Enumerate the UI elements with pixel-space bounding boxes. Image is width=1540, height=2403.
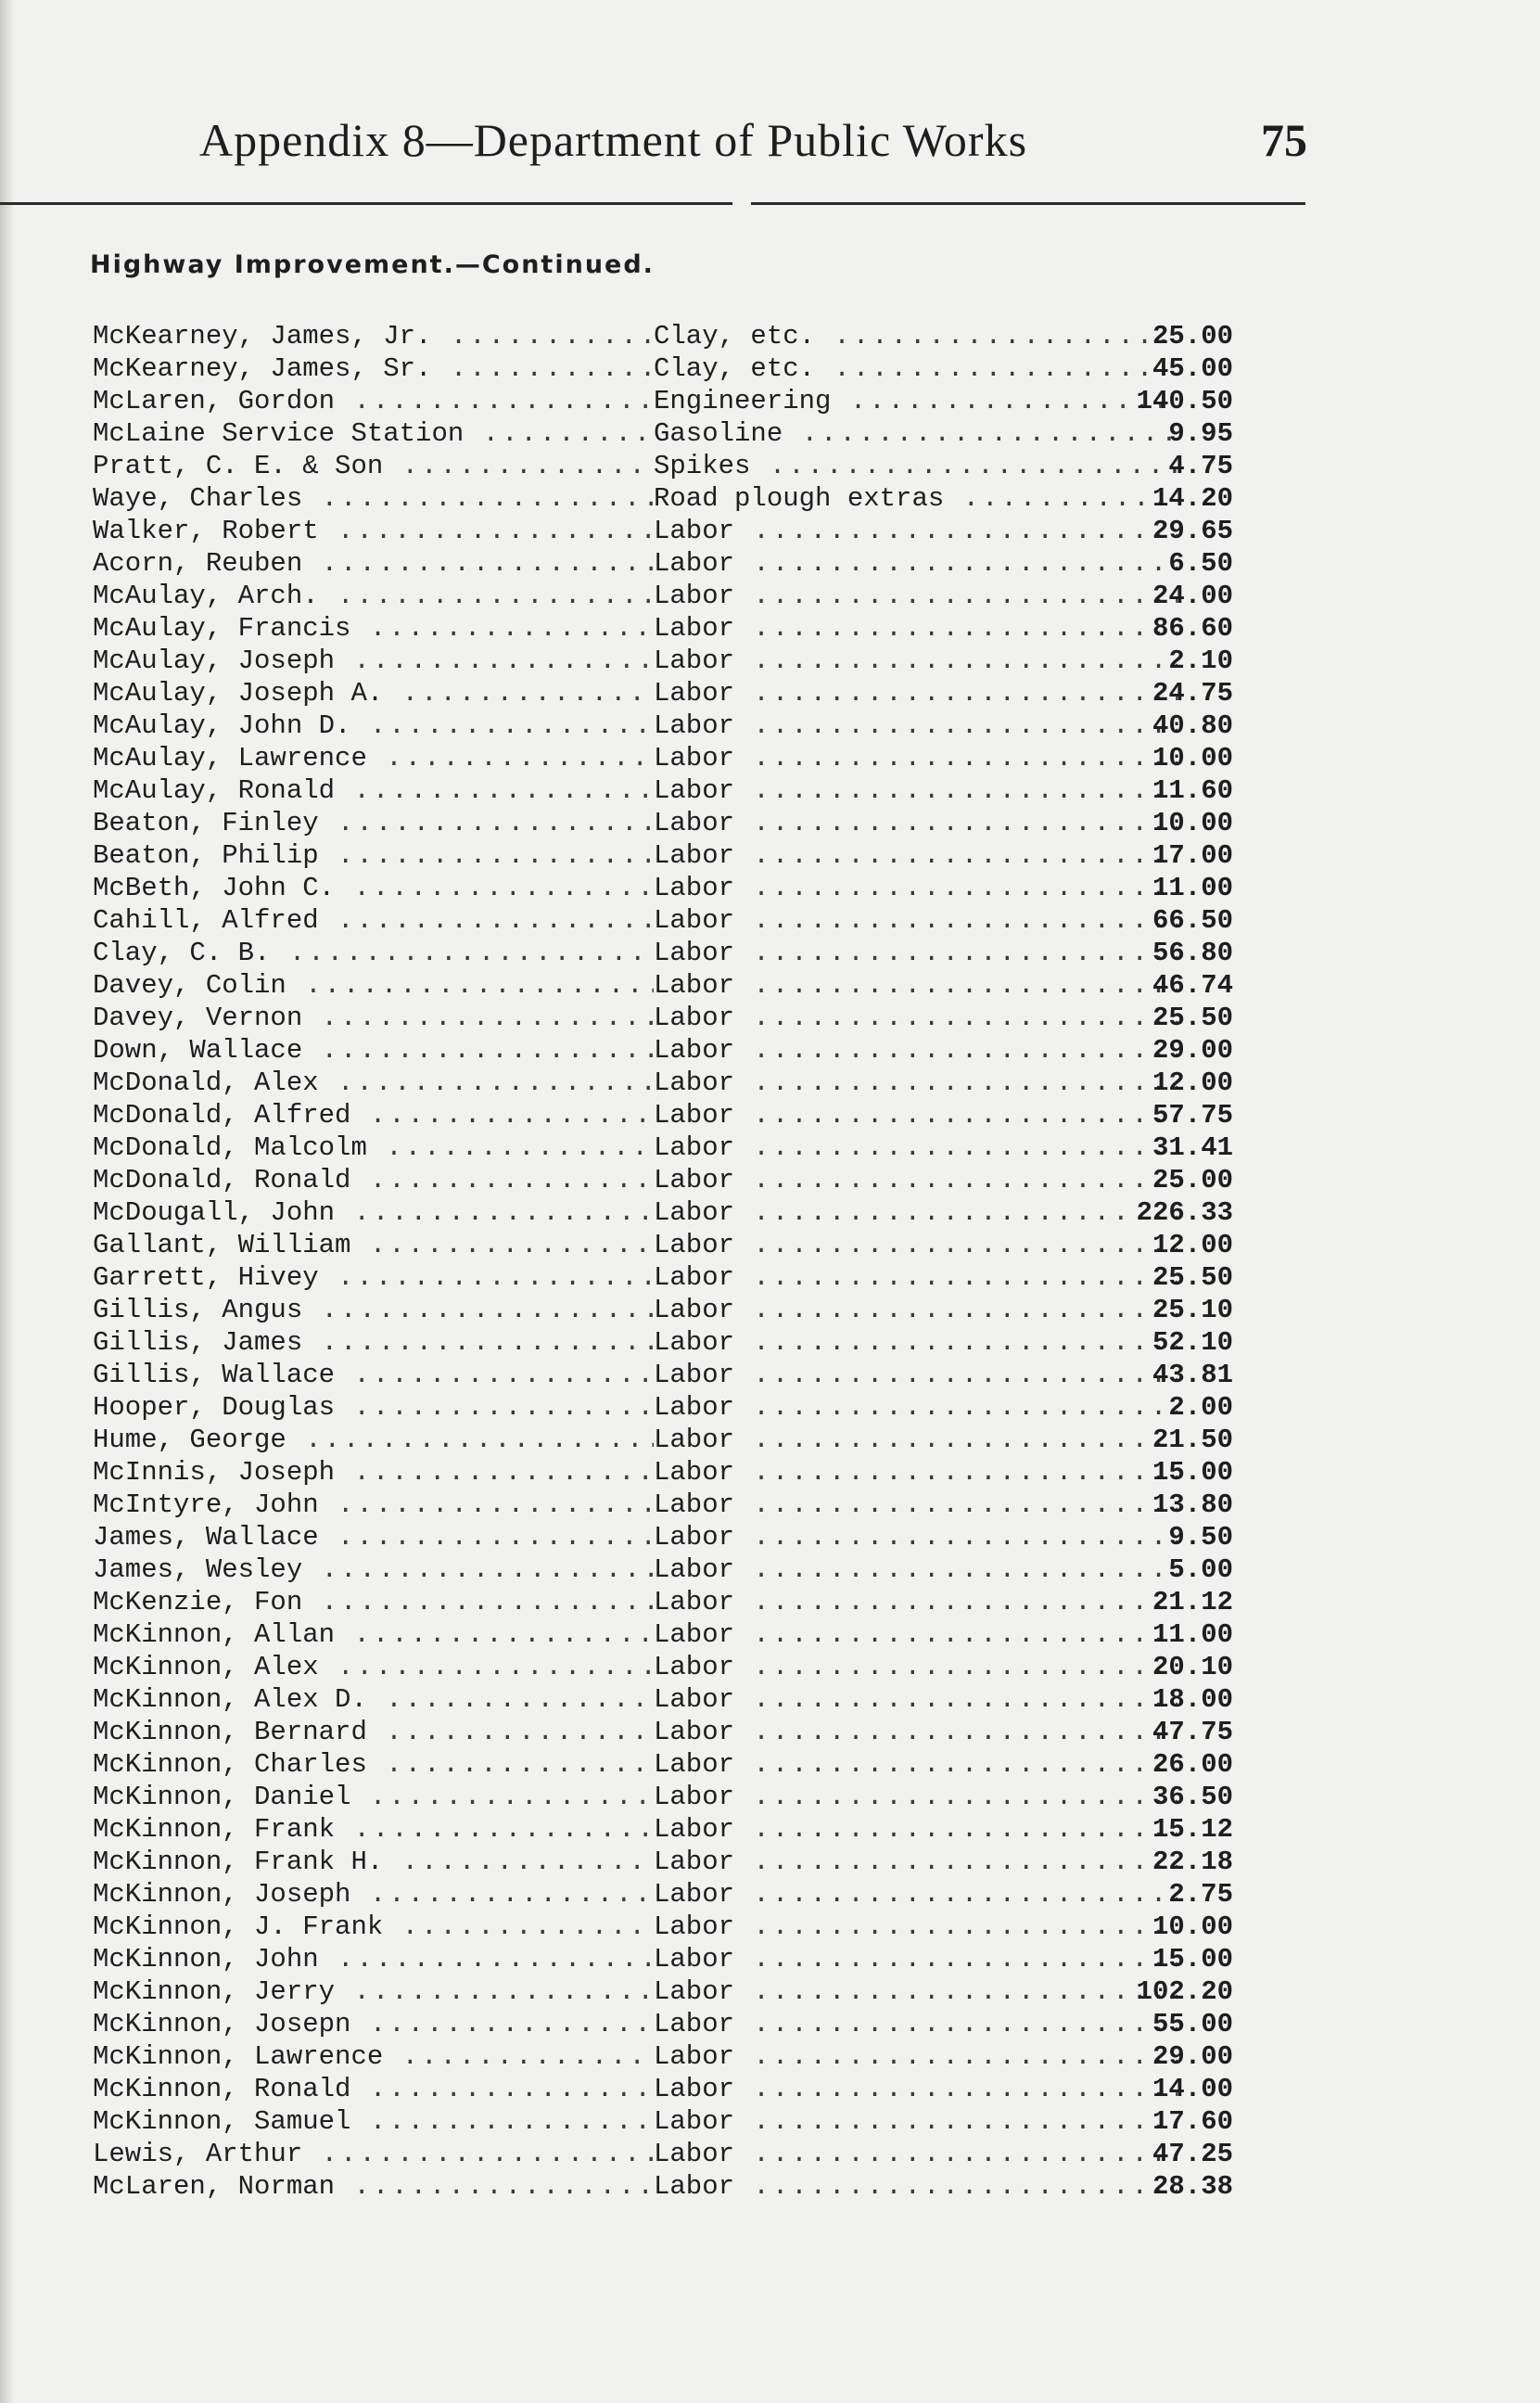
amount: 31.41 <box>1152 1132 1233 1163</box>
page-header <box>199 113 1307 178</box>
ledger-row <box>93 2073 1233 2105</box>
ledger-row <box>93 1813 1233 1846</box>
amount: 4.75 <box>1168 451 1233 481</box>
page-spine-shadow <box>0 0 13 2403</box>
amount: 25.00 <box>1152 321 1233 352</box>
payee-name: Gillis, James ..... <box>93 1326 654 1359</box>
expense-item: Labor ..... <box>654 2105 1177 2138</box>
payee-name: McLaren, Norman ..... <box>93 2170 654 2203</box>
payee-name: McDonald, Ronald ..... <box>93 1164 654 1196</box>
payee-name: McBeth, John C. ..... <box>93 872 654 904</box>
amount: 11.00 <box>1152 1619 1233 1650</box>
amount: 17.60 <box>1152 2106 1233 2137</box>
payee-name: McAulay, Francis ..... <box>93 612 654 645</box>
expense-item: Labor ..... <box>654 2073 1177 2105</box>
amount: 36.50 <box>1152 1782 1233 1812</box>
payee-name: McInnis, Joseph ..... <box>93 1456 654 1489</box>
ledger-row <box>93 1586 1233 1618</box>
payee-name: Davey, Colin ..... <box>93 969 654 1002</box>
amount: 24.75 <box>1152 678 1233 709</box>
ledger-row <box>93 1521 1233 1553</box>
payee-name: McAulay, Lawrence ..... <box>93 742 654 774</box>
amount: 2.75 <box>1168 1879 1233 1910</box>
ledger-row <box>93 2170 1233 2203</box>
ledger-row <box>93 1878 1233 1911</box>
ledger-row <box>93 937 1233 969</box>
expense-item: Labor ..... <box>654 1975 1177 2008</box>
expense-item: Labor ..... <box>654 1002 1177 1034</box>
expense-item: Labor ..... <box>654 1651 1177 1683</box>
payee-name: McKinnon, Daniel ..... <box>93 1781 654 1813</box>
amount: 17.00 <box>1152 840 1233 871</box>
ledger-row <box>93 547 1233 580</box>
expense-item: Labor ..... <box>654 1424 1177 1456</box>
expense-item: Labor ..... <box>654 1553 1177 1586</box>
expense-item: Labor ..... <box>654 1521 1177 1553</box>
ledger-row <box>93 1131 1233 1164</box>
payee-name: McKinnon, Samuel ..... <box>93 2105 654 2138</box>
amount: 47.25 <box>1152 2139 1233 2169</box>
amount: 43.81 <box>1152 1360 1233 1390</box>
ledger-row <box>93 1067 1233 1099</box>
amount: 13.80 <box>1152 1489 1233 1520</box>
expense-item: Labor ..... <box>654 1359 1177 1391</box>
ledger-row <box>93 1326 1233 1359</box>
expense-item: Labor ..... <box>654 1878 1177 1911</box>
payee-name: McKenzie, Fon ..... <box>93 1586 654 1618</box>
payee-name: McDonald, Malcolm ..... <box>93 1131 654 1164</box>
expense-item: Labor ..... <box>654 580 1177 612</box>
ledger-row <box>93 1229 1233 1261</box>
expense-item: Clay, etc. ..... <box>654 352 1177 385</box>
payee-name: Beaton, Philip ..... <box>93 839 654 872</box>
amount: 21.12 <box>1152 1587 1233 1617</box>
payee-name: McKinnon, Alex D. ..... <box>93 1683 654 1716</box>
ledger-row <box>93 1716 1233 1748</box>
expense-item: Labor ..... <box>654 645 1177 677</box>
page-title: Appendix 8—Department of Public Works <box>199 114 1028 166</box>
header-rule <box>0 202 1305 205</box>
amount: 22.18 <box>1152 1847 1233 1877</box>
amount: 5.00 <box>1168 1554 1233 1585</box>
ledger-row <box>93 450 1233 482</box>
payee-name: Lewis, Arthur ..... <box>93 2138 654 2170</box>
amount: 2.10 <box>1168 645 1233 676</box>
amount: 15.00 <box>1152 1944 1233 1975</box>
amount: 14.20 <box>1152 483 1233 514</box>
expense-item: Labor ..... <box>654 1618 1177 1651</box>
ledger-row <box>93 1261 1233 1294</box>
ledger-row <box>93 2138 1233 2170</box>
amount: 140.50 <box>1136 386 1233 416</box>
payee-name: McAulay, Joseph A. ..... <box>93 677 654 709</box>
ledger-row <box>93 2008 1233 2040</box>
payee-name: Clay, C. B. ..... <box>93 937 654 969</box>
amount: 26.00 <box>1152 1749 1233 1780</box>
amount: 57.75 <box>1152 1100 1233 1131</box>
payee-name: McKinnon, John ..... <box>93 1943 654 1975</box>
expense-item: Labor ..... <box>654 1164 1177 1196</box>
payee-name: Beaton, Finley ..... <box>93 807 654 839</box>
amount: 10.00 <box>1152 808 1233 838</box>
amount: 10.00 <box>1152 1911 1233 1942</box>
ledger-row <box>93 2040 1233 2073</box>
ledger-row <box>93 1943 1233 1975</box>
ledger-row <box>93 417 1233 450</box>
payee-name: McKearney, James, Jr. ..... <box>93 320 654 352</box>
ledger-row <box>93 320 1233 352</box>
ledger-row <box>93 1424 1233 1456</box>
amount: 28.38 <box>1152 2171 1233 2202</box>
amount: 29.00 <box>1152 2041 1233 2072</box>
ledger-row <box>93 385 1233 417</box>
amount: 15.00 <box>1152 1457 1233 1488</box>
payee-name: Down, Wallace ..... <box>93 1034 654 1067</box>
ledger-row <box>93 1618 1233 1651</box>
expense-item: Labor ..... <box>654 807 1177 839</box>
expense-item: Labor ..... <box>654 1229 1177 1261</box>
amount: 11.60 <box>1152 775 1233 806</box>
expense-item: Labor ..... <box>654 1261 1177 1294</box>
payee-name: McDougall, John ..... <box>93 1196 654 1229</box>
expense-item: Labor ..... <box>654 1716 1177 1748</box>
amount: 55.00 <box>1152 2009 1233 2039</box>
payee-name: McAulay, John D. ..... <box>93 709 654 742</box>
expense-item: Labor ..... <box>654 839 1177 872</box>
expense-item: Labor ..... <box>654 1131 1177 1164</box>
ledger-row <box>93 1911 1233 1943</box>
payee-name: McAulay, Ronald ..... <box>93 774 654 807</box>
expense-item: Labor ..... <box>654 2008 1177 2040</box>
expense-item: Labor ..... <box>654 1067 1177 1099</box>
expense-item: Labor ..... <box>654 677 1177 709</box>
payee-name: Gillis, Wallace ..... <box>93 1359 654 1391</box>
ledger-row <box>93 1489 1233 1521</box>
payee-name: McKinnon, Joseph ..... <box>93 1878 654 1911</box>
expense-item: Labor ..... <box>654 872 1177 904</box>
amount: 12.00 <box>1152 1230 1233 1260</box>
amount: 2.00 <box>1168 1392 1233 1423</box>
payee-name: Gillis, Angus ..... <box>93 1294 654 1326</box>
payee-name: McKinnon, Bernard ..... <box>93 1716 654 1748</box>
payee-name: McAulay, Arch. ..... <box>93 580 654 612</box>
payee-name: McKinnon, J. Frank ..... <box>93 1911 654 1943</box>
ledger-row <box>93 1651 1233 1683</box>
ledger-row <box>93 969 1233 1002</box>
amount: 11.00 <box>1152 873 1233 903</box>
amount: 66.50 <box>1152 905 1233 936</box>
expense-item: Labor ..... <box>654 1683 1177 1716</box>
payee-name: McLaren, Gordon ..... <box>93 385 654 417</box>
expense-item: Labor ..... <box>654 1813 1177 1846</box>
payee-name: McKinnon, Frank H. ..... <box>93 1846 654 1878</box>
expense-ledger <box>93 320 1233 2203</box>
ledger-row <box>93 677 1233 709</box>
ledger-row <box>93 1034 1233 1067</box>
expense-item: Gasoline ..... <box>654 417 1177 450</box>
amount: 29.65 <box>1152 516 1233 546</box>
payee-name: Garrett, Hivey ..... <box>93 1261 654 1294</box>
amount: 10.00 <box>1152 743 1233 773</box>
expense-item: Labor ..... <box>654 1326 1177 1359</box>
expense-item: Labor ..... <box>654 774 1177 807</box>
expense-item: Labor ..... <box>654 1099 1177 1131</box>
amount: 14.00 <box>1152 2074 1233 2104</box>
ledger-row <box>93 807 1233 839</box>
ledger-row <box>93 1164 1233 1196</box>
payee-name: McKinnon, Allan ..... <box>93 1618 654 1651</box>
payee-name: McKinnon, Ronald ..... <box>93 2073 654 2105</box>
expense-item: Clay, etc. ..... <box>654 320 1177 352</box>
ledger-row <box>93 709 1233 742</box>
ledger-row <box>93 482 1233 515</box>
amount: 25.00 <box>1152 1165 1233 1195</box>
payee-name: McKinnon, Josepn ..... <box>93 2008 654 2040</box>
amount: 12.00 <box>1152 1067 1233 1098</box>
expense-item: Labor ..... <box>654 547 1177 580</box>
ledger-row <box>93 1002 1233 1034</box>
payee-name: McAulay, Joseph ..... <box>93 645 654 677</box>
expense-item: Labor ..... <box>654 1391 1177 1424</box>
payee-name: McKinnon, Alex ..... <box>93 1651 654 1683</box>
payee-name: James, Wesley ..... <box>93 1553 654 1586</box>
ledger-row <box>93 839 1233 872</box>
payee-name: McKinnon, Charles ..... <box>93 1748 654 1781</box>
expense-item: Labor ..... <box>654 969 1177 1002</box>
expense-item: Labor ..... <box>654 742 1177 774</box>
ledger-row <box>93 352 1233 385</box>
payee-name: McDonald, Alex ..... <box>93 1067 654 1099</box>
expense-item: Labor ..... <box>654 937 1177 969</box>
amount: 21.50 <box>1152 1425 1233 1455</box>
ledger-row <box>93 774 1233 807</box>
expense-item: Labor ..... <box>654 1911 1177 1943</box>
amount: 24.00 <box>1152 581 1233 611</box>
ledger-row <box>93 1975 1233 2008</box>
amount: 25.10 <box>1152 1295 1233 1325</box>
ledger-row <box>93 580 1233 612</box>
expense-item: Labor ..... <box>654 709 1177 742</box>
amount: 6.50 <box>1168 548 1233 579</box>
ledger-row <box>93 1196 1233 1229</box>
ledger-row <box>93 645 1233 677</box>
expense-item: Engineering ..... <box>654 385 1177 417</box>
payee-name: Waye, Charles ..... <box>93 482 654 515</box>
expense-item: Labor ..... <box>654 1489 1177 1521</box>
payee-name: James, Wallace ..... <box>93 1521 654 1553</box>
payee-name: McIntyre, John ..... <box>93 1489 654 1521</box>
amount: 52.10 <box>1152 1327 1233 1358</box>
expense-item: Labor ..... <box>654 1294 1177 1326</box>
payee-name: McLaine Service Station ..... <box>93 417 654 450</box>
payee-name: Walker, Robert ..... <box>93 515 654 547</box>
payee-name: Acorn, Reuben ..... <box>93 547 654 580</box>
amount: 45.00 <box>1152 353 1233 384</box>
ledger-row <box>93 515 1233 547</box>
ledger-row <box>93 904 1233 937</box>
payee-name: Cahill, Alfred ..... <box>93 904 654 937</box>
payee-name: McKinnon, Lawrence ..... <box>93 2040 654 2073</box>
ledger-row <box>93 1391 1233 1424</box>
expense-item: Road plough extras ..... <box>654 482 1177 515</box>
expense-item: Labor ..... <box>654 1846 1177 1878</box>
expense-item: Labor ..... <box>654 1456 1177 1489</box>
ledger-row <box>93 612 1233 645</box>
payee-name: Gallant, William ..... <box>93 1229 654 1261</box>
payee-name: Pratt, C. E. & Son ..... <box>93 450 654 482</box>
ledger-row <box>93 1294 1233 1326</box>
ledger-row <box>93 1748 1233 1781</box>
payee-name: Davey, Vernon ..... <box>93 1002 654 1034</box>
expense-item: Labor ..... <box>654 612 1177 645</box>
payee-name: Hooper, Douglas ..... <box>93 1391 654 1424</box>
amount: 15.12 <box>1152 1814 1233 1845</box>
ledger-row <box>93 742 1233 774</box>
amount: 226.33 <box>1136 1197 1233 1228</box>
expense-item: Labor ..... <box>654 1586 1177 1618</box>
expense-item: Labor ..... <box>654 2170 1177 2203</box>
amount: 29.00 <box>1152 1035 1233 1066</box>
amount: 47.75 <box>1152 1717 1233 1747</box>
ledger-row <box>93 1359 1233 1391</box>
amount: 46.74 <box>1152 970 1233 1001</box>
expense-item: Labor ..... <box>654 1748 1177 1781</box>
expense-item: Labor ..... <box>654 1781 1177 1813</box>
amount: 25.50 <box>1152 1262 1233 1293</box>
expense-item: Labor ..... <box>654 1034 1177 1067</box>
ledger-row <box>93 2105 1233 2138</box>
amount: 9.50 <box>1168 1522 1233 1553</box>
expense-item: Labor ..... <box>654 2138 1177 2170</box>
ledger-row <box>93 1099 1233 1131</box>
expense-item: Labor ..... <box>654 904 1177 937</box>
amount: 20.10 <box>1152 1652 1233 1682</box>
payee-name: McKearney, James, Sr. ..... <box>93 352 654 385</box>
ledger-row <box>93 1781 1233 1813</box>
amount: 9.95 <box>1168 418 1233 449</box>
section-heading: Highway Improvement.—Continued. <box>90 250 655 279</box>
payee-name: Hume, George ..... <box>93 1424 654 1456</box>
amount: 40.80 <box>1152 710 1233 741</box>
ledger-row <box>93 1683 1233 1716</box>
amount: 18.00 <box>1152 1684 1233 1715</box>
payee-name: McKinnon, Frank ..... <box>93 1813 654 1846</box>
expense-item: Labor ..... <box>654 515 1177 547</box>
ledger-row <box>93 1456 1233 1489</box>
expense-item: Spikes ..... <box>654 450 1177 482</box>
payee-name: McDonald, Alfred ..... <box>93 1099 654 1131</box>
expense-item: Labor ..... <box>654 1196 1177 1229</box>
ledger-row <box>93 1846 1233 1878</box>
ledger-row <box>93 1553 1233 1586</box>
ledger-row <box>93 872 1233 904</box>
amount: 25.50 <box>1152 1003 1233 1033</box>
amount: 86.60 <box>1152 613 1233 644</box>
expense-item: Labor ..... <box>654 2040 1177 2073</box>
amount: 102.20 <box>1136 1976 1233 2007</box>
payee-name: McKinnon, Jerry ..... <box>93 1975 654 2008</box>
amount: 56.80 <box>1152 938 1233 968</box>
page-number: 75 <box>1261 114 1307 166</box>
expense-item: Labor ..... <box>654 1943 1177 1975</box>
